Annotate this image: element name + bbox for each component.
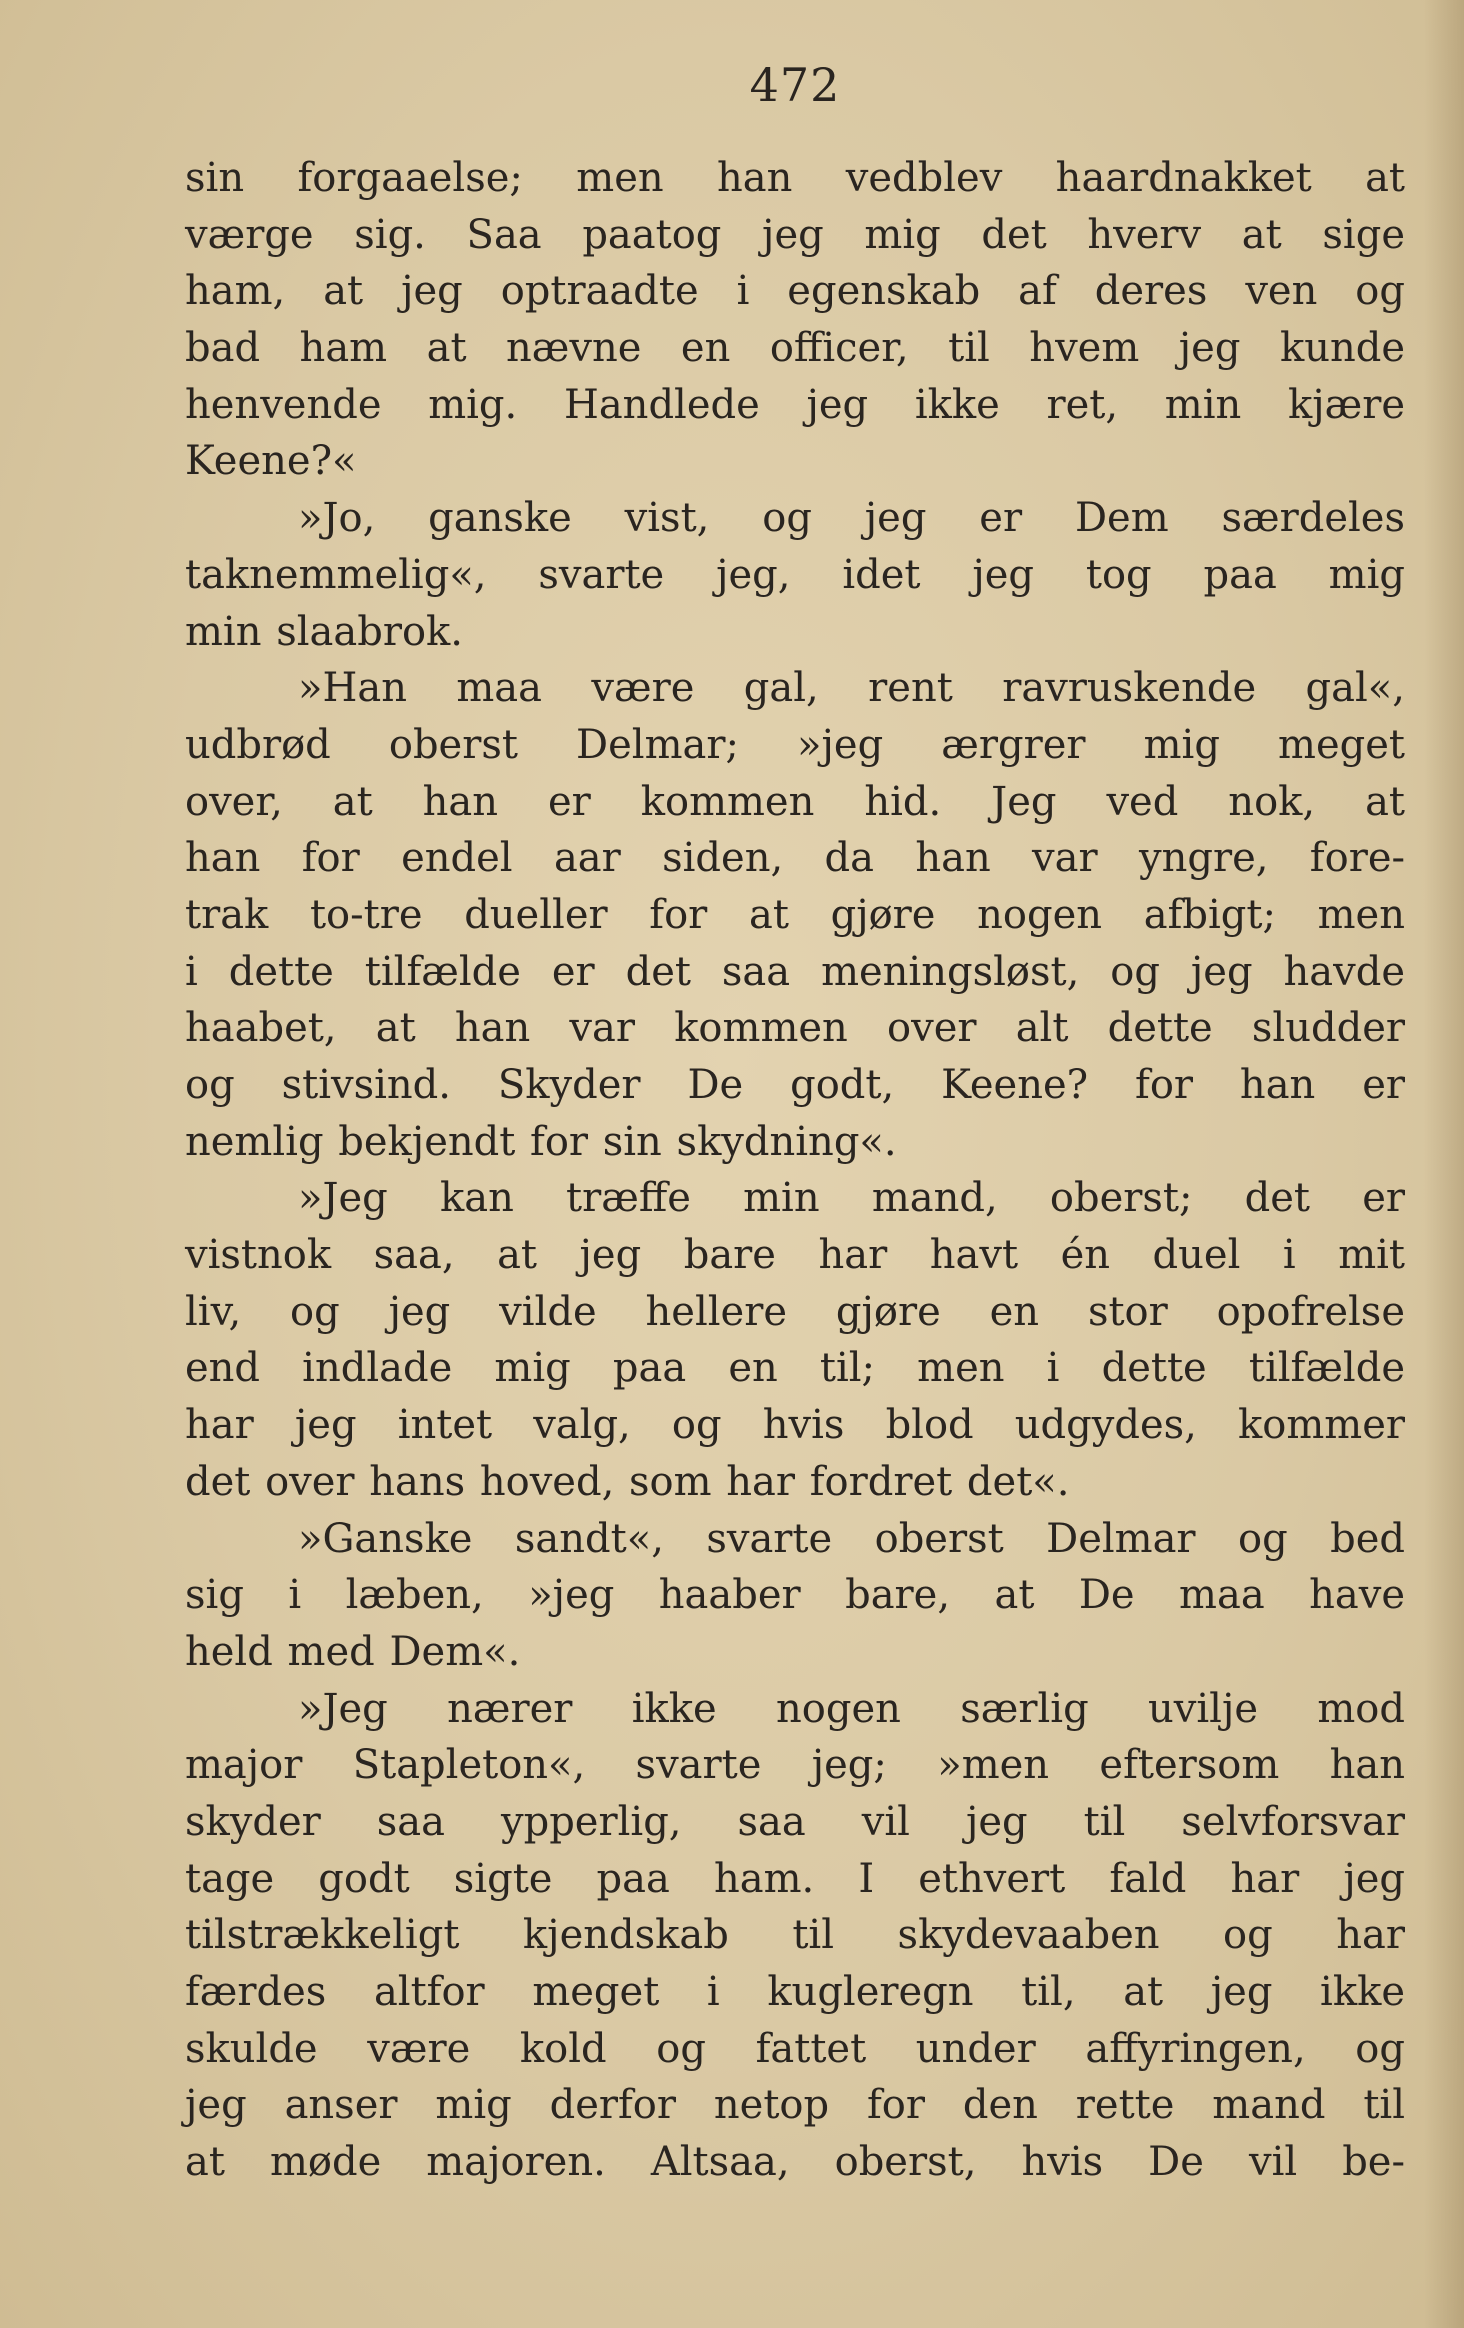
text-line: udbrød oberst Delmar; »jeg ærgrer mig meget	[185, 721, 1405, 768]
text-line: »Jo, ganske vist, og jeg er Dem særdeles	[298, 495, 1405, 542]
text-line: vistnok saa, at jeg bare har havt én duel i mit	[185, 1232, 1405, 1279]
text-line: det over hans hoved, som har fordret det«.	[185, 1458, 1070, 1505]
text-line: »Jeg nærer ikke nogen særlig uvilje mod	[298, 1685, 1405, 1732]
text-line: værge sig. Saa paatog jeg mig det hverv at sige	[185, 211, 1405, 258]
text-line: held med Dem«.	[185, 1628, 521, 1675]
text-line: sin forgaaelse; men han vedblev haardnakket at	[185, 155, 1405, 201]
text-line: tilstrækkeligt kjendskab til skydevaaben og har	[185, 1912, 1405, 1959]
text-line: nemlig bekjendt for sin skydning«.	[185, 1118, 897, 1165]
text-line: »Ganske sandt«, svarte oberst Delmar og bed	[298, 1515, 1405, 1562]
page-number: 472	[749, 58, 841, 112]
body-text	[185, 150, 1405, 2191]
text-line: major Stapleton«, svarte jeg; »men eftersom han	[185, 1742, 1405, 1789]
text-line: »Han maa være gal, rent ravruskende gal«,	[298, 665, 1405, 712]
text-line: sig i læben, »jeg haaber bare, at De maa have	[185, 1572, 1405, 1619]
text-line: skyder saa ypperlig, saa vil jeg til selvforsvar	[185, 1798, 1405, 1845]
text-line: og stivsind. Skyder De godt, Keene? for han er	[185, 1062, 1405, 1108]
text-line: »Jeg kan træffe min mand, oberst; det er	[298, 1175, 1405, 1222]
text-line: færdes altfor meget i kugleregn til, at jeg ikke	[185, 1969, 1405, 2015]
text-line: trak to-tre dueller for at gjøre nogen afbigt; men	[185, 891, 1405, 938]
text-line: haabet, at han var kommen over alt dette sludder	[185, 1005, 1405, 1052]
text-line: bad ham at nævne en officer, til hvem jeg kunde	[185, 325, 1405, 372]
text-line: skulde være kold og fattet under affyringen, og	[185, 2025, 1405, 2072]
text-line: liv, og jeg vilde hellere gjøre en stor opofrelse	[185, 1288, 1405, 1335]
text-line: tage godt sigte paa ham. I ethvert fald har jeg	[185, 1855, 1405, 1902]
text-line: har jeg intet valg, og hvis blod udgydes, kommer	[185, 1402, 1405, 1449]
text-line: over, at han er kommen hid. Jeg ved nok, at	[185, 778, 1405, 825]
text-line: ham, at jeg optraadte i egenskab af deres ven og	[185, 268, 1405, 315]
text-line: han for endel aar siden, da han var yngre, fore-	[185, 835, 1405, 882]
text-line: jeg anser mig derfor netop for den rette mand til	[185, 2082, 1405, 2129]
text-line: i dette tilfælde er det saa meningsløst, og jeg havde	[185, 948, 1405, 995]
text-line: min slaabrok.	[185, 608, 463, 655]
text-line: end indlade mig paa en til; men i dette tilfælde	[185, 1345, 1405, 1392]
text-line: taknemmelig«, svarte jeg, idet jeg tog paa mig	[185, 551, 1405, 598]
text-line: henvende mig. Handlede jeg ikke ret, min kjære	[185, 381, 1405, 428]
text-line: at møde majoren. Altsaa, oberst, hvis De vil be-	[185, 2139, 1405, 2186]
text-line: Keene?«	[185, 438, 357, 485]
